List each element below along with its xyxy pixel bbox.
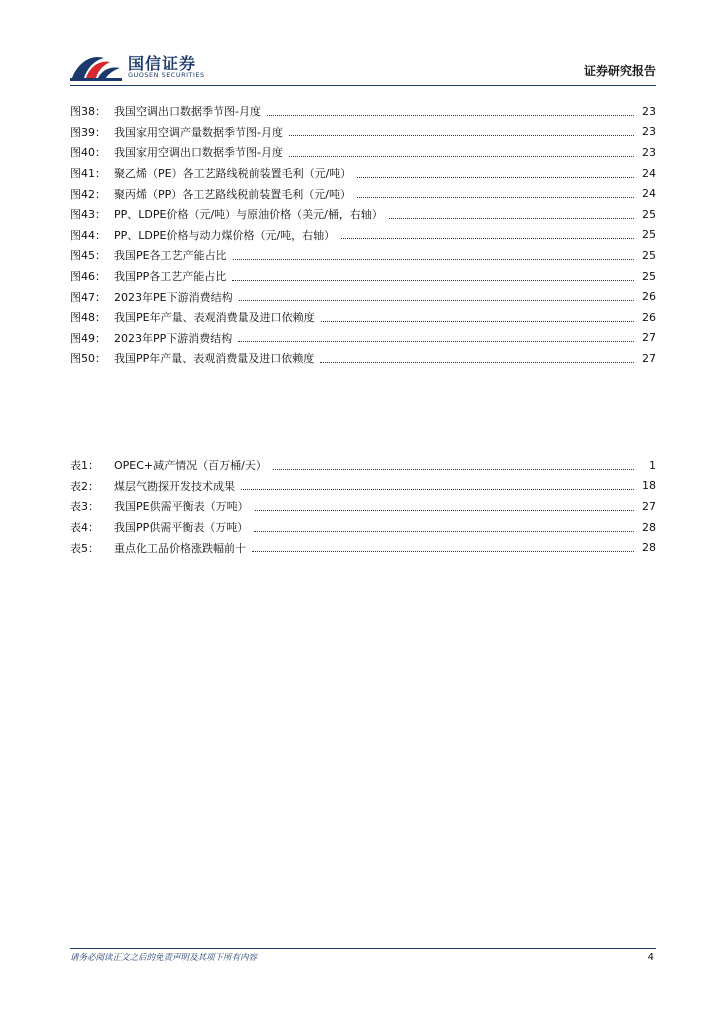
toc-label: 图50： — [70, 352, 106, 366]
toc-leader — [273, 468, 634, 470]
header-divider — [70, 85, 656, 86]
toc-label: 图47： — [70, 290, 106, 304]
toc-leader — [341, 237, 634, 239]
page-header — [70, 50, 656, 86]
toc-title: 2023年PP下游消费结构 — [114, 331, 233, 345]
toc-page: 26 — [642, 310, 656, 324]
report-type-title: 证券研究报告 — [583, 64, 656, 78]
toc-leader — [289, 134, 634, 136]
toc-page: 28 — [642, 541, 656, 555]
toc-entry[interactable] — [70, 307, 656, 328]
toc-label: 表2： — [70, 479, 99, 493]
toc-label: 表1： — [70, 459, 99, 473]
toc-entry[interactable] — [70, 455, 656, 476]
company-logo — [70, 50, 230, 84]
toc-page: 27 — [642, 331, 656, 345]
toc-title: OPEC+减产情况（百万桶/天） — [114, 459, 267, 473]
toc-title: 我国家用空调产量数据季节图-月度 — [114, 125, 283, 139]
toc-title: 我国PE年产量、表观消费量及进口依赖度 — [114, 311, 315, 325]
toc-entry[interactable] — [70, 183, 656, 204]
toc-label: 图49： — [70, 331, 106, 345]
table-index-list — [70, 455, 656, 558]
toc-leader — [241, 488, 634, 490]
toc-page: 18 — [642, 479, 656, 493]
toc-title: 聚丙烯（PP）各工艺路线税前装置毛利（元/吨） — [114, 187, 351, 201]
toc-entry[interactable] — [70, 286, 656, 307]
toc-page: 23 — [642, 104, 656, 118]
toc-page: 26 — [642, 290, 656, 304]
toc-label: 图39： — [70, 125, 106, 139]
toc-title: 重点化工品价格涨跌幅前十 — [114, 541, 246, 555]
toc-page: 28 — [642, 520, 656, 534]
toc-title: 我国空调出口数据季节图-月度 — [114, 105, 261, 119]
toc-entry[interactable] — [70, 163, 656, 184]
toc-page: 1 — [649, 458, 656, 472]
toc-leader — [252, 550, 634, 552]
toc-label: 表4： — [70, 521, 99, 535]
toc-label: 图38： — [70, 105, 106, 119]
toc-page: 25 — [642, 269, 656, 283]
toc-title: 聚乙烯（PE）各工艺路线税前装置毛利（元/吨） — [114, 167, 352, 181]
toc-title: 我国PP供需平衡表（万吨） — [114, 521, 249, 535]
toc-label: 图48： — [70, 311, 106, 325]
figure-index-list — [70, 101, 656, 369]
toc-leader — [357, 196, 634, 198]
toc-label: 图44： — [70, 228, 106, 242]
toc-page: 25 — [642, 248, 656, 262]
logo-text-cn: 国信证券 — [128, 54, 197, 73]
toc-entry[interactable] — [70, 328, 656, 349]
toc-label: 图45： — [70, 249, 106, 263]
footer-divider — [70, 948, 656, 949]
toc-entry[interactable] — [70, 266, 656, 287]
toc-page: 23 — [642, 145, 656, 159]
toc-leader — [289, 155, 634, 157]
toc-title: PP、LDPE价格（元/吨）与原油价格（美元/桶，右轴） — [114, 208, 383, 222]
toc-label: 图46： — [70, 270, 106, 284]
toc-entry[interactable] — [70, 225, 656, 246]
toc-leader — [233, 258, 634, 260]
toc-leader — [321, 320, 634, 322]
toc-leader — [239, 299, 634, 301]
disclaimer-note: 请务必阅读正文之后的免责声明及其项下所有内容 — [70, 953, 258, 963]
toc-leader — [232, 279, 634, 281]
toc-entry[interactable] — [70, 122, 656, 143]
toc-title: PP、LDPE价格与动力煤价格（元/吨，右轴） — [114, 228, 336, 242]
toc-label: 图40： — [70, 146, 106, 160]
toc-page: 27 — [642, 499, 656, 513]
toc-title: 我国PP年产量、表观消费量及进口依赖度 — [114, 352, 315, 366]
toc-title: 2023年PE下游消费结构 — [114, 290, 233, 304]
toc-leader — [238, 340, 634, 342]
toc-entry[interactable] — [70, 245, 656, 266]
toc-leader — [254, 530, 634, 532]
toc-title: 我国PE各工艺产能占比 — [114, 249, 227, 263]
toc-leader — [389, 217, 634, 219]
toc-entry[interactable] — [70, 537, 656, 558]
guosen-logo-icon — [70, 52, 122, 82]
toc-page: 27 — [642, 351, 656, 365]
toc-entry[interactable] — [70, 101, 656, 122]
toc-title: 我国家用空调出口数据季节图-月度 — [114, 146, 283, 160]
toc-label: 图43： — [70, 208, 106, 222]
toc-leader — [267, 114, 634, 116]
toc-entry[interactable] — [70, 142, 656, 163]
toc-leader — [320, 361, 634, 363]
toc-page: 23 — [642, 125, 656, 139]
toc-leader — [255, 509, 634, 511]
toc-title: 煤层气勘探开发技术成果 — [114, 479, 235, 493]
toc-title: 我国PE供需平衡表（万吨） — [114, 500, 249, 514]
toc-page: 24 — [642, 166, 656, 180]
toc-entry[interactable] — [70, 348, 656, 369]
toc-leader — [357, 176, 634, 178]
toc-entry[interactable] — [70, 204, 656, 225]
toc-label: 图42： — [70, 187, 106, 201]
toc-label: 表5： — [70, 541, 99, 555]
toc-page: 25 — [642, 207, 656, 221]
toc-entry[interactable] — [70, 517, 656, 538]
toc-label: 图41： — [70, 167, 106, 181]
logo-text-en: GUOSEN SECURITIES — [128, 71, 205, 79]
page-number: 4 — [647, 952, 654, 963]
toc-title: 我国PP各工艺产能占比 — [114, 270, 227, 284]
toc-page: 25 — [642, 228, 656, 242]
toc-entry[interactable] — [70, 476, 656, 497]
toc-entry[interactable] — [70, 496, 656, 517]
toc-label: 表3： — [70, 500, 99, 514]
toc-page: 24 — [642, 187, 656, 201]
